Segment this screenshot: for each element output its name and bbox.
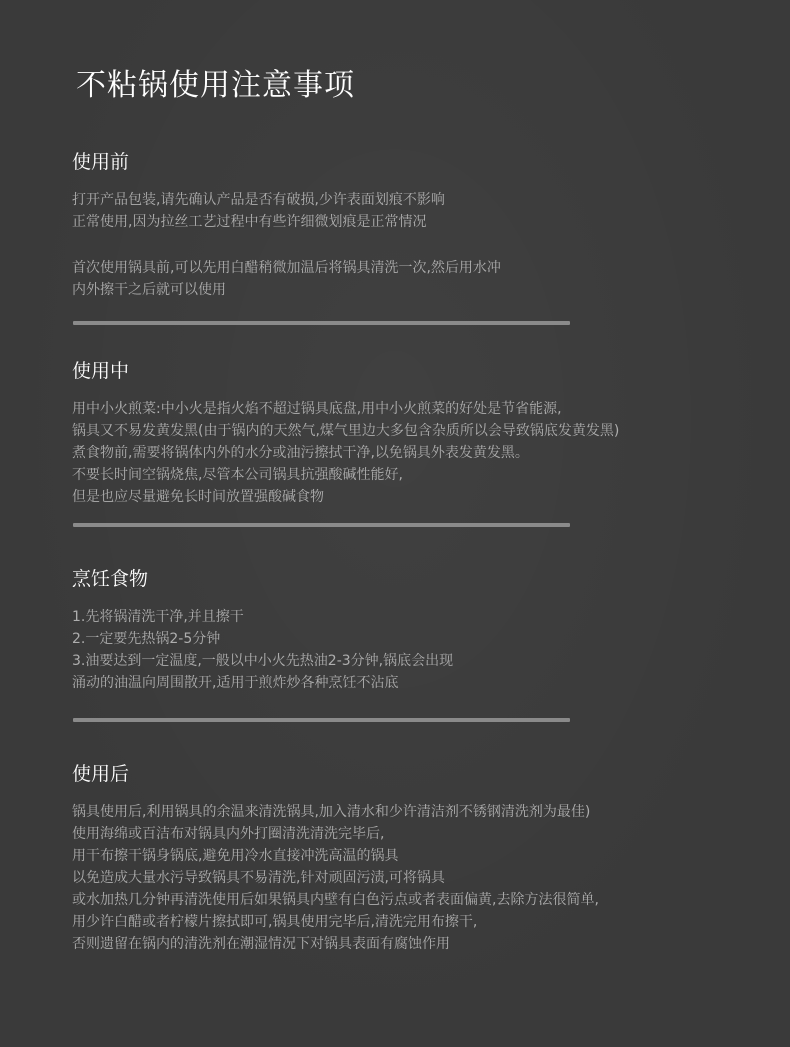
text-line: 用干布擦干锅身锅底,避免用冷水直接冲洗高温的锅具: [72, 848, 399, 864]
text-line: 锅具使用后,利用锅具的余温来清洗锅具,加入清水和少许清洁剂不锈钢清洗剂为最佳): [72, 804, 591, 820]
section-before-use: [72, 149, 772, 301]
text-line: 用中小火煎菜:中小火是指火焰不超过锅具底盘,用中小火煎菜的好处是节省能源,: [72, 401, 562, 417]
text-line: 煮食物前,需要将锅体内外的水分或油污擦拭干净,以免锅具外表发黄发黑。: [72, 445, 529, 461]
paragraph: [72, 189, 772, 233]
paragraph: [72, 606, 772, 694]
section-heading: 烹饪食物: [72, 568, 149, 590]
text-line: 用少许白醋或者柠檬片擦拭即可,锅具使用完毕后,清洗完用布擦干,: [72, 914, 478, 930]
text-line: 1.先将锅清洗干净,并且擦干: [72, 609, 244, 625]
text-line: 正常使用,因为拉丝工艺过程中有些许细微划痕是正常情况: [72, 214, 427, 230]
text-line: 打开产品包装,请先确认产品是否有破损,少许表面划痕不影响: [72, 192, 445, 208]
text-line: 否则遗留在锅内的清洗剂在潮湿情况下对锅具表面有腐蚀作用: [72, 936, 450, 952]
paragraph: [72, 801, 772, 955]
page-title: 不粘锅使用注意事项: [76, 68, 355, 103]
paragraph: [72, 257, 772, 301]
text-line: 锅具又不易发黄发黑(由于锅内的天然气,煤气里边大多包含杂质所以会导致锅底发黄发黑): [72, 423, 620, 439]
section-divider: [73, 523, 570, 527]
text-line: 使用海绵或百洁布对锅具内外打圈清洗清洗完毕后,: [72, 826, 385, 842]
text-line: 涌动的油温向周围散开,适用于煎炸炒各种烹饪不沾底: [72, 675, 399, 691]
text-line: 以免造成大量水污导致锅具不易清洗,针对顽固污渍,可将锅具: [72, 870, 445, 886]
text-line: 3.油要达到一定温度,一般以中小火先热油2-3分钟,锅底会出现: [72, 653, 454, 669]
paragraph: [72, 398, 772, 508]
section-divider: [73, 321, 570, 325]
section-during-use: [72, 358, 772, 508]
section-heading: 使用前: [72, 151, 130, 173]
text-line: 但是也应尽量避免长时间放置强酸碱食物: [72, 489, 324, 505]
text-line: 内外擦干之后就可以使用: [72, 282, 226, 298]
text-line: 不要长时间空锅烧焦,尽管本公司锅具抗强酸碱性能好,: [72, 467, 403, 483]
section-after-use: [72, 761, 772, 955]
text-line: 或水加热几分钟再清洗使用后如果锅具内壁有白色污点或者表面偏黄,去除方法很简单,: [72, 892, 599, 908]
section-cooking-food: [72, 566, 772, 694]
section-heading: 使用后: [72, 763, 130, 785]
text-line: 2.一定要先热锅2-5分钟: [72, 631, 221, 647]
section-divider: [73, 718, 570, 722]
text-line: 首次使用锅具前,可以先用白醋稍微加温后将锅具清洗一次,然后用水冲: [72, 260, 501, 276]
section-heading: 使用中: [72, 360, 130, 382]
